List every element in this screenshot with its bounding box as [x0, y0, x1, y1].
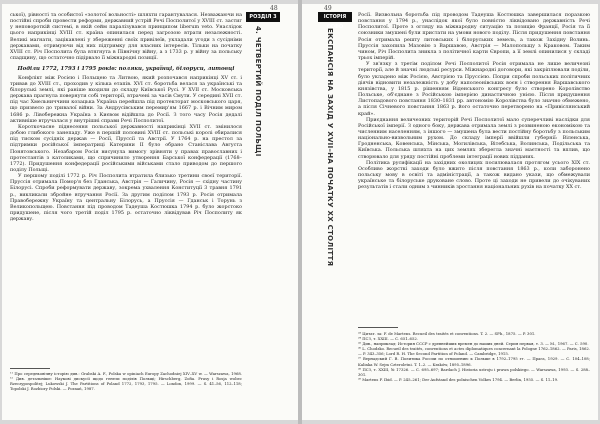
side-title	[326, 28, 344, 328]
paragraph: Конфлікт між Росією і Польщею та Литвою, який розпочався наприкінці XV ст. і тривав до XVIII ст., проходив у кілька етапів. XVI ст. боротьба велася за українські та білоруські землі, які раніше входили до складу Київської Русі. У XVII ст. Московська держава прагнула повернути собі території, втрачені за часів Смути. У середині XVII ст. під час Хмельниччини козацька Україна перейшла під протекторат московського царя, що призвело до тривалої війни. За Андрусівським перемир'ям 1667 р. і Вічним миром 1686 р. Лівобережна Україна з Києвом відійшла до Росії. З того часу Росія дедалі активніше втручалася у внутрішні справи Речі Посполитої.	[10, 74, 242, 124]
footnotes	[358, 331, 590, 382]
footnote: ⁵³ Цитат. за: F. de Martens. Recueil des traités et conventions. T. 2. — SPb., 1875. — P. 301.	[358, 331, 536, 336]
side-title-text: 4. ЧЕТВЕРТИЙ ПОДІЛ ПОЛЬЩІ	[254, 26, 262, 157]
page-number: 49	[324, 5, 332, 12]
paragraph: ської), рівності та особистої «золотої вольності» шляхти гарантувалася. Незважаючи на постійні спроби провести реформи, державний устрій Речі Посполитої у XVIII ст. застиг у неповороткій системі, в якій сейм паралізувався принципом liberum veto. Унаслідок цього наприкінці XVIII ст. країна опинилася перед загрозою втрати незалежності. Великі магнати, зацікавлені у збереженні своїх привілеїв, укладали угоди з сусідніми державами, отримуючи від них підтримку для власних інтересів. Тільки на початку XVIII ст. Річ Посполита була втягнута в Північну війну, а з 1733 р. у війну за польську спадщину, що остаточно підірвало її міжнародні позиції.	[10, 12, 242, 62]
body-text	[10, 12, 242, 222]
paragraph: Росії. Визвольна боротьба під проводом Тадеуша Костюшка завершилася поразкою повстання у 1794 р., унаслідок якої було повністю ліквідовано державність Речі Посполитої. Проте з огляду на міжнародну ситуацію та позицію Франції, Росія та її союзники змушені були пристати на умови нового поділу. Після придушення повстання Росія отримала решту литовських і білоруських земель, а також Західну Волинь. Пруссія захопила Мазовію з Варшавою, Австрія — Малопольщу з Краковом. Таким чином, Річ Посполита зникла з політичної карти Європи, а її землі опинилися у складі трьох імперій.	[358, 12, 590, 62]
side-title	[254, 26, 272, 157]
footnote: ⁵⁴ ПСЗ, т. XXIII. — С. 651–652.	[358, 336, 419, 342]
footnote-rule	[10, 368, 50, 369]
side-title-text: ЕКСПАНСІЯ НА ЗАХІД У XVII–НА ПОЧАТКУ XX СТОЛІТТЯ	[326, 28, 334, 267]
footnote: ⁵⁹ Martens F. Ibid. — P. 245–261; Der Aufstand des polnischen Volkes 1794. — Berlin, 1955. — S. 11–19.	[358, 376, 559, 382]
section-tab: ІСТОРІЯ ЄСФО	[318, 12, 352, 22]
footnote-rule	[358, 327, 398, 328]
footnote: ⁵⁷ Вернадский Г. В. Политика России по отношению к Польше в 1792–1795 гг. — Прага, 1929. — С. 104–108; Kalinka W. Sejm Czteroletni. T. 1–2. — Kraków, 1895–1896.	[358, 356, 590, 367]
left-page	[2, 4, 298, 420]
footnote: ⁵⁶ L. Chodzko. Recueil des traités, conventions et actes diplomatiques concernant la Pologne 1762–1862. — Paris, 1862. — P. 343–356; Lord R. H. The Second Partition of Poland. — Cambridge, 1915.	[358, 346, 590, 357]
footnote: ⁵⁸ ПСЗ, т. XXIII, № 17326. — С. 695–697; Bardach J. Historia ustroju i prawa polskiego. — Warszawa, 1993. — S. 288–301.	[358, 366, 590, 377]
page-number: 48	[270, 5, 278, 12]
body-text	[358, 12, 590, 191]
paragraph: Політика русифікації на західних околицях посилювалася протягом усього XIX ст. Особливо жорсткі заходи було вжито після повстання 1863 р., коли заборонено польську мову в освіті та адміністрації, а також видано укази, що обмежували українське та білоруське друковане слово. Проте ці заходи не привели до очікуваних результатів і стали одним з чинників зростання національних рухів на початку XX ст.	[358, 159, 590, 191]
paragraph: У першому поділі 1772 р. Річ Посполита втратила близько третини своєї території. Пруссія отримала Помор'я без Гданська, Австрія — Галичину, Росія — східну частину Білорусі. Спроби реформувати державу, зокрема ухвалення Конституції 3 травня 1791 р., викликали збройне втручання Росії. За другим поділом 1793 р. Росія отримала Правобережну Україну та центральну Білорусь, а Пруссія — Гданськ і Торунь з Великопольщею. Повстання під проводом Тадеуша Костюшка 1794 р. було жорстоко придушене, після чого третій поділ 1795 р. остаточно ліквідував Річ Посполиту як державу.	[10, 173, 242, 223]
right-page	[302, 4, 598, 420]
footnotes: ¹¹ Про середньовічну історію див.: Grabski A. F., Polska w opiniach Europy Zachodniej XIV–XV w. — Warszawa, 1968. ¹² Див. детальніше: Наукові дискусії щодо генези поділів Польщі; Hirschberg, Zofia. Prusy i Rosja wobec Rzeczypospolitej; Lukowski J. The Partitions of Poland 1772, 1793, 1795. — London, 1999. — S. 41–56, 112–118; Topolski J. Rozbiory Polski. — Poznań, 1987.	[10, 371, 242, 391]
paragraph: Приєднання величезних територій Речі Посполитої мало суперечливі наслідки для Російської імперії. З одного боку, держава отримала землі з розвиненою економікою та численним населенням, з іншого — змушена була вести постійну боротьбу з польським національно-визвольним рухом. До складу імперії ввійшли губернії: Віленська, Гродненська, Ковенська, Мінська, Могилівська, Вітебська, Волинська, Подільська та Київська. Польська шляхта на цих землях зберегла значні маєтності та вплив, що створювало для уряду постійні проблеми інтеграції нових підданих.	[358, 116, 590, 160]
paragraph: Короткочасне піднесення польської державності наприкінці XVII ст. змінилося добою глибокого занепаду. Уже в першій половині XVIII ст. польські королі обиралися під тиском сусідніх держав — Росії, Пруссії та Австрії. У 1764 р. на престол за підтримки російської імператриці Катерини II було обрано Станіслава Августа Понятовського. Незабаром Росія висунула вимогу зрівняти у правах православних і протестантів з католиками, що спричинило утворення Барської конфедерації (1768–1772). Придушення конфедерації російськими військами стало приводом до першого поділу Польщі.	[10, 123, 242, 173]
footnote: ⁵⁵ Див., наприклад: История СССР с древнейших времен до наших дней. Серия первая, т. 3. — М., 1967. — С. 590.	[358, 341, 589, 347]
paragraph: У зв'язку з третім поділом Речі Посполитої Росія отримала не лише величезні території, але й значні людські ресурси. Міжнародні договори, які закріплювали поділи, було укладено між Росією, Австрією та Пруссією. Попри спроби польських політичних діячів відновити незалежність у добу наполеонівських воєн і створення Варшавського князівства, у 1815 р. рішенням Віденського конгресу було створено Королівство Польське, об'єднане з Російською імперією династичною унією. Після придушення Листопадового повстання 1830–1831 рр. автономію Королівства було значно обмежено, а після Січневого повстання 1863 р. його остаточно перетворено на «Привіслянський край».	[358, 61, 590, 117]
section-heading: Поділи 1772, 1793 і 1795 років: поляки, українці, білоруси, литовці	[17, 66, 235, 73]
section-tab: РОЗДІЛ 3	[246, 12, 280, 22]
